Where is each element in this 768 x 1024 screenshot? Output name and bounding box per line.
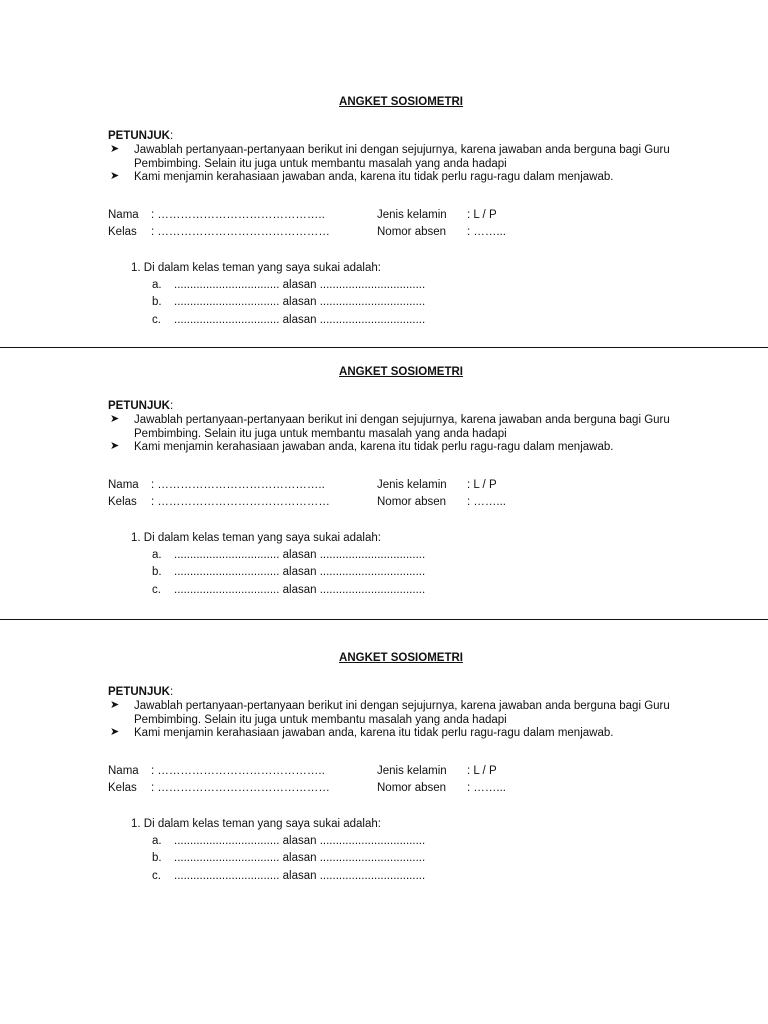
kelas-field[interactable]: : ………………………………………: [151, 496, 330, 508]
jenis-kelamin-label: Jenis kelamin: [377, 765, 447, 777]
answer-blank[interactable]: ................................. alasan .................................: [174, 296, 426, 308]
form-title: ANGKET SOSIOMETRI: [339, 366, 463, 378]
answer-letter: c.: [152, 870, 161, 882]
instructions-label: PETUNJUK: [108, 130, 170, 142]
kelas-label: Kelas: [108, 496, 137, 508]
kelas-label: Kelas: [108, 226, 137, 238]
answer-blank[interactable]: ................................. alasan .................................: [174, 314, 426, 326]
question-text: 1. Di dalam kelas teman yang saya sukai adalah:: [131, 262, 381, 274]
nomor-absen-label: Nomor absen: [377, 496, 447, 508]
form-title: ANGKET SOSIOMETRI: [339, 652, 463, 664]
instruction-text: Jawablah pertanyaan-pertanyaan berikut ini dengan sejujurnya, karena jawaban anda berguna bagi Guru Pembimbing. Selain itu juga untuk membantu masalah yang anda hadapi: [134, 700, 670, 726]
instruction-text: Jawablah pertanyaan-pertanyaan berikut ini dengan sejujurnya, karena jawaban anda berguna bagi Guru Pembimbing. Selain itu juga untuk membantu masalah yang anda hadapi: [134, 144, 670, 170]
answer-letter: c.: [152, 584, 161, 596]
instructions-heading: [108, 131, 173, 143]
instruction-text: Kami menjamin kerahasiaan jawaban anda, karena itu tidak perlu ragu-ragu dalam menjawab.: [134, 171, 614, 183]
jenis-kelamin-label: Jenis kelamin: [377, 479, 447, 491]
nama-label: Nama: [108, 209, 139, 221]
nama-field[interactable]: : ……………………………………..: [151, 765, 325, 777]
answer-blank[interactable]: ................................. alasan .................................: [174, 584, 426, 596]
answer-letter: c.: [152, 314, 161, 326]
kelas-field[interactable]: : ………………………………………: [151, 226, 330, 238]
arrowhead-bullet-icon: ➤: [110, 726, 120, 738]
nomor-absen-field[interactable]: : ……...: [467, 226, 506, 238]
nomor-absen-field[interactable]: : ……...: [467, 782, 506, 794]
answer-blank[interactable]: ................................. alasan .................................: [174, 870, 426, 882]
question-text: 1. Di dalam kelas teman yang saya sukai adalah:: [131, 532, 381, 544]
answer-letter: a.: [152, 549, 162, 561]
answer-letter: b.: [152, 852, 162, 864]
form-title: ANGKET SOSIOMETRI: [339, 96, 463, 108]
instructions-heading: [108, 401, 173, 413]
instructions-colon: :: [169, 400, 174, 412]
answer-blank[interactable]: ................................. alasan .................................: [174, 549, 426, 561]
arrowhead-bullet-icon: ➤: [110, 440, 120, 452]
answer-blank[interactable]: ................................. alasan .................................: [174, 566, 426, 578]
nomor-absen-label: Nomor absen: [377, 226, 447, 238]
cut-line-divider: [0, 619, 768, 620]
jenis-kelamin-field[interactable]: : L / P: [467, 479, 497, 491]
answer-letter: a.: [152, 835, 162, 847]
instructions-colon: :: [169, 130, 174, 142]
nomor-absen-label: Nomor absen: [377, 782, 447, 794]
instructions-colon: :: [169, 686, 174, 698]
answer-blank[interactable]: ................................. alasan .................................: [174, 279, 426, 291]
instructions-label: PETUNJUK: [108, 400, 170, 412]
nama-field[interactable]: : ……………………………………..: [151, 479, 325, 491]
arrowhead-bullet-icon: ➤: [110, 143, 120, 155]
answer-letter: b.: [152, 566, 162, 578]
answer-letter: a.: [152, 279, 162, 291]
instruction-text: Jawablah pertanyaan-pertanyaan berikut ini dengan sejujurnya, karena jawaban anda berguna bagi Guru Pembimbing. Selain itu juga untuk membantu masalah yang anda hadapi: [134, 414, 670, 440]
question-text: 1. Di dalam kelas teman yang saya sukai adalah:: [131, 818, 381, 830]
instruction-text: Kami menjamin kerahasiaan jawaban anda, karena itu tidak perlu ragu-ragu dalam menjawab.: [134, 727, 614, 739]
kelas-label: Kelas: [108, 782, 137, 794]
jenis-kelamin-field[interactable]: : L / P: [467, 209, 497, 221]
nama-field[interactable]: : ……………………………………..: [151, 209, 325, 221]
nama-label: Nama: [108, 765, 139, 777]
jenis-kelamin-field[interactable]: : L / P: [467, 765, 497, 777]
jenis-kelamin-label: Jenis kelamin: [377, 209, 447, 221]
answer-blank[interactable]: ................................. alasan .................................: [174, 852, 426, 864]
kelas-field[interactable]: : ………………………………………: [151, 782, 330, 794]
instructions-label: PETUNJUK: [108, 686, 170, 698]
instructions-heading: [108, 687, 173, 699]
nomor-absen-field[interactable]: : ……...: [467, 496, 506, 508]
answer-blank[interactable]: ................................. alasan .................................: [174, 835, 426, 847]
cut-line-divider: [0, 347, 768, 348]
arrowhead-bullet-icon: ➤: [110, 699, 120, 711]
answer-letter: b.: [152, 296, 162, 308]
instruction-text: Kami menjamin kerahasiaan jawaban anda, karena itu tidak perlu ragu-ragu dalam menjawab.: [134, 441, 614, 453]
arrowhead-bullet-icon: ➤: [110, 170, 120, 182]
arrowhead-bullet-icon: ➤: [110, 413, 120, 425]
nama-label: Nama: [108, 479, 139, 491]
